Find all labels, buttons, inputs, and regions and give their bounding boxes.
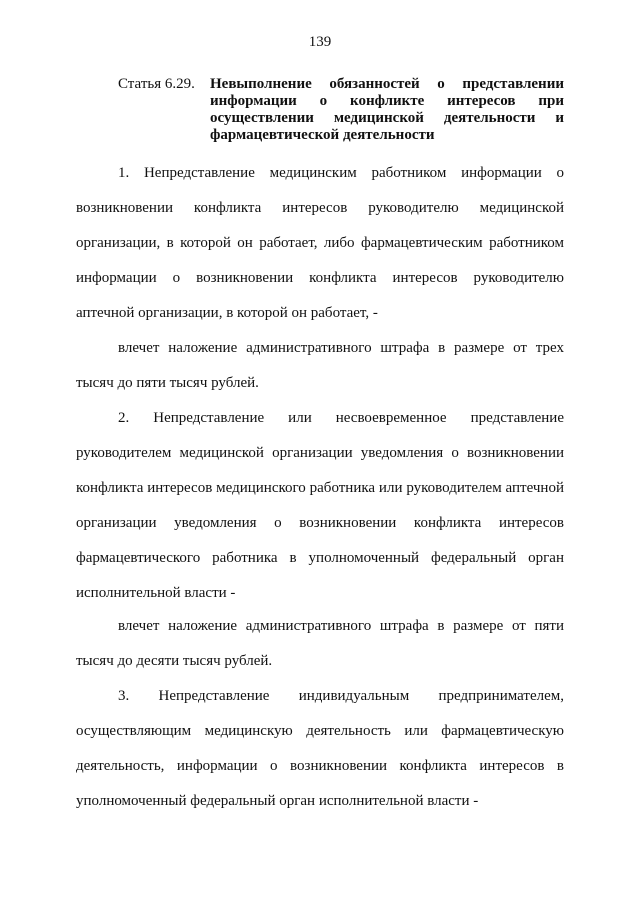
paragraph-text: влечет наложение административного штрафа в размере от пяти тысяч до десяти тысяч рублей.	[76, 618, 564, 669]
paragraph-3	[76, 401, 564, 611]
paragraph-4	[76, 609, 564, 679]
paragraph-1	[76, 156, 564, 331]
page-number: 139	[308, 34, 332, 50]
paragraph-text: 1. Непредставление медицинским работником информации о возникновении конфликта интересов руководителю медицинской организации, в которой он работает, либо фармацевтическим работником информации о возникновении конфликта интересов руководителю аптечной организации, в которой он работает, -	[76, 165, 564, 321]
paragraph-text: 3. Непредставление индивидуальным предпринимателем, осуществляющим медицинскую деятельность или фармацевтическую деятельность, информации о возникновении конфликта интересов в уполномоченный федеральный орган исполнительной власти -	[76, 688, 564, 809]
paragraph-2	[76, 331, 564, 401]
paragraph-text: 2. Непредставление или несвоевременное представление руководителем медицинской организации уведомления о возникновении конфликта интересов медицинского работника или руководителем аптечной организации уведомления о возникновении конфликта интересов фармацевтического работника в уполномоченный федеральный орган исполнительной власти -	[76, 410, 564, 601]
article-title: Невыполнение обязанностей о представлении информации о конфликте интересов при осуществлении медицинской деятельности и фармацевтической деятельности	[210, 76, 564, 143]
paragraph-text: влечет наложение административного штрафа в размере от трех тысяч до пяти тысяч рублей.	[76, 340, 564, 391]
paragraph-5	[76, 679, 564, 819]
article-label: Статья 6.29.	[118, 76, 195, 92]
